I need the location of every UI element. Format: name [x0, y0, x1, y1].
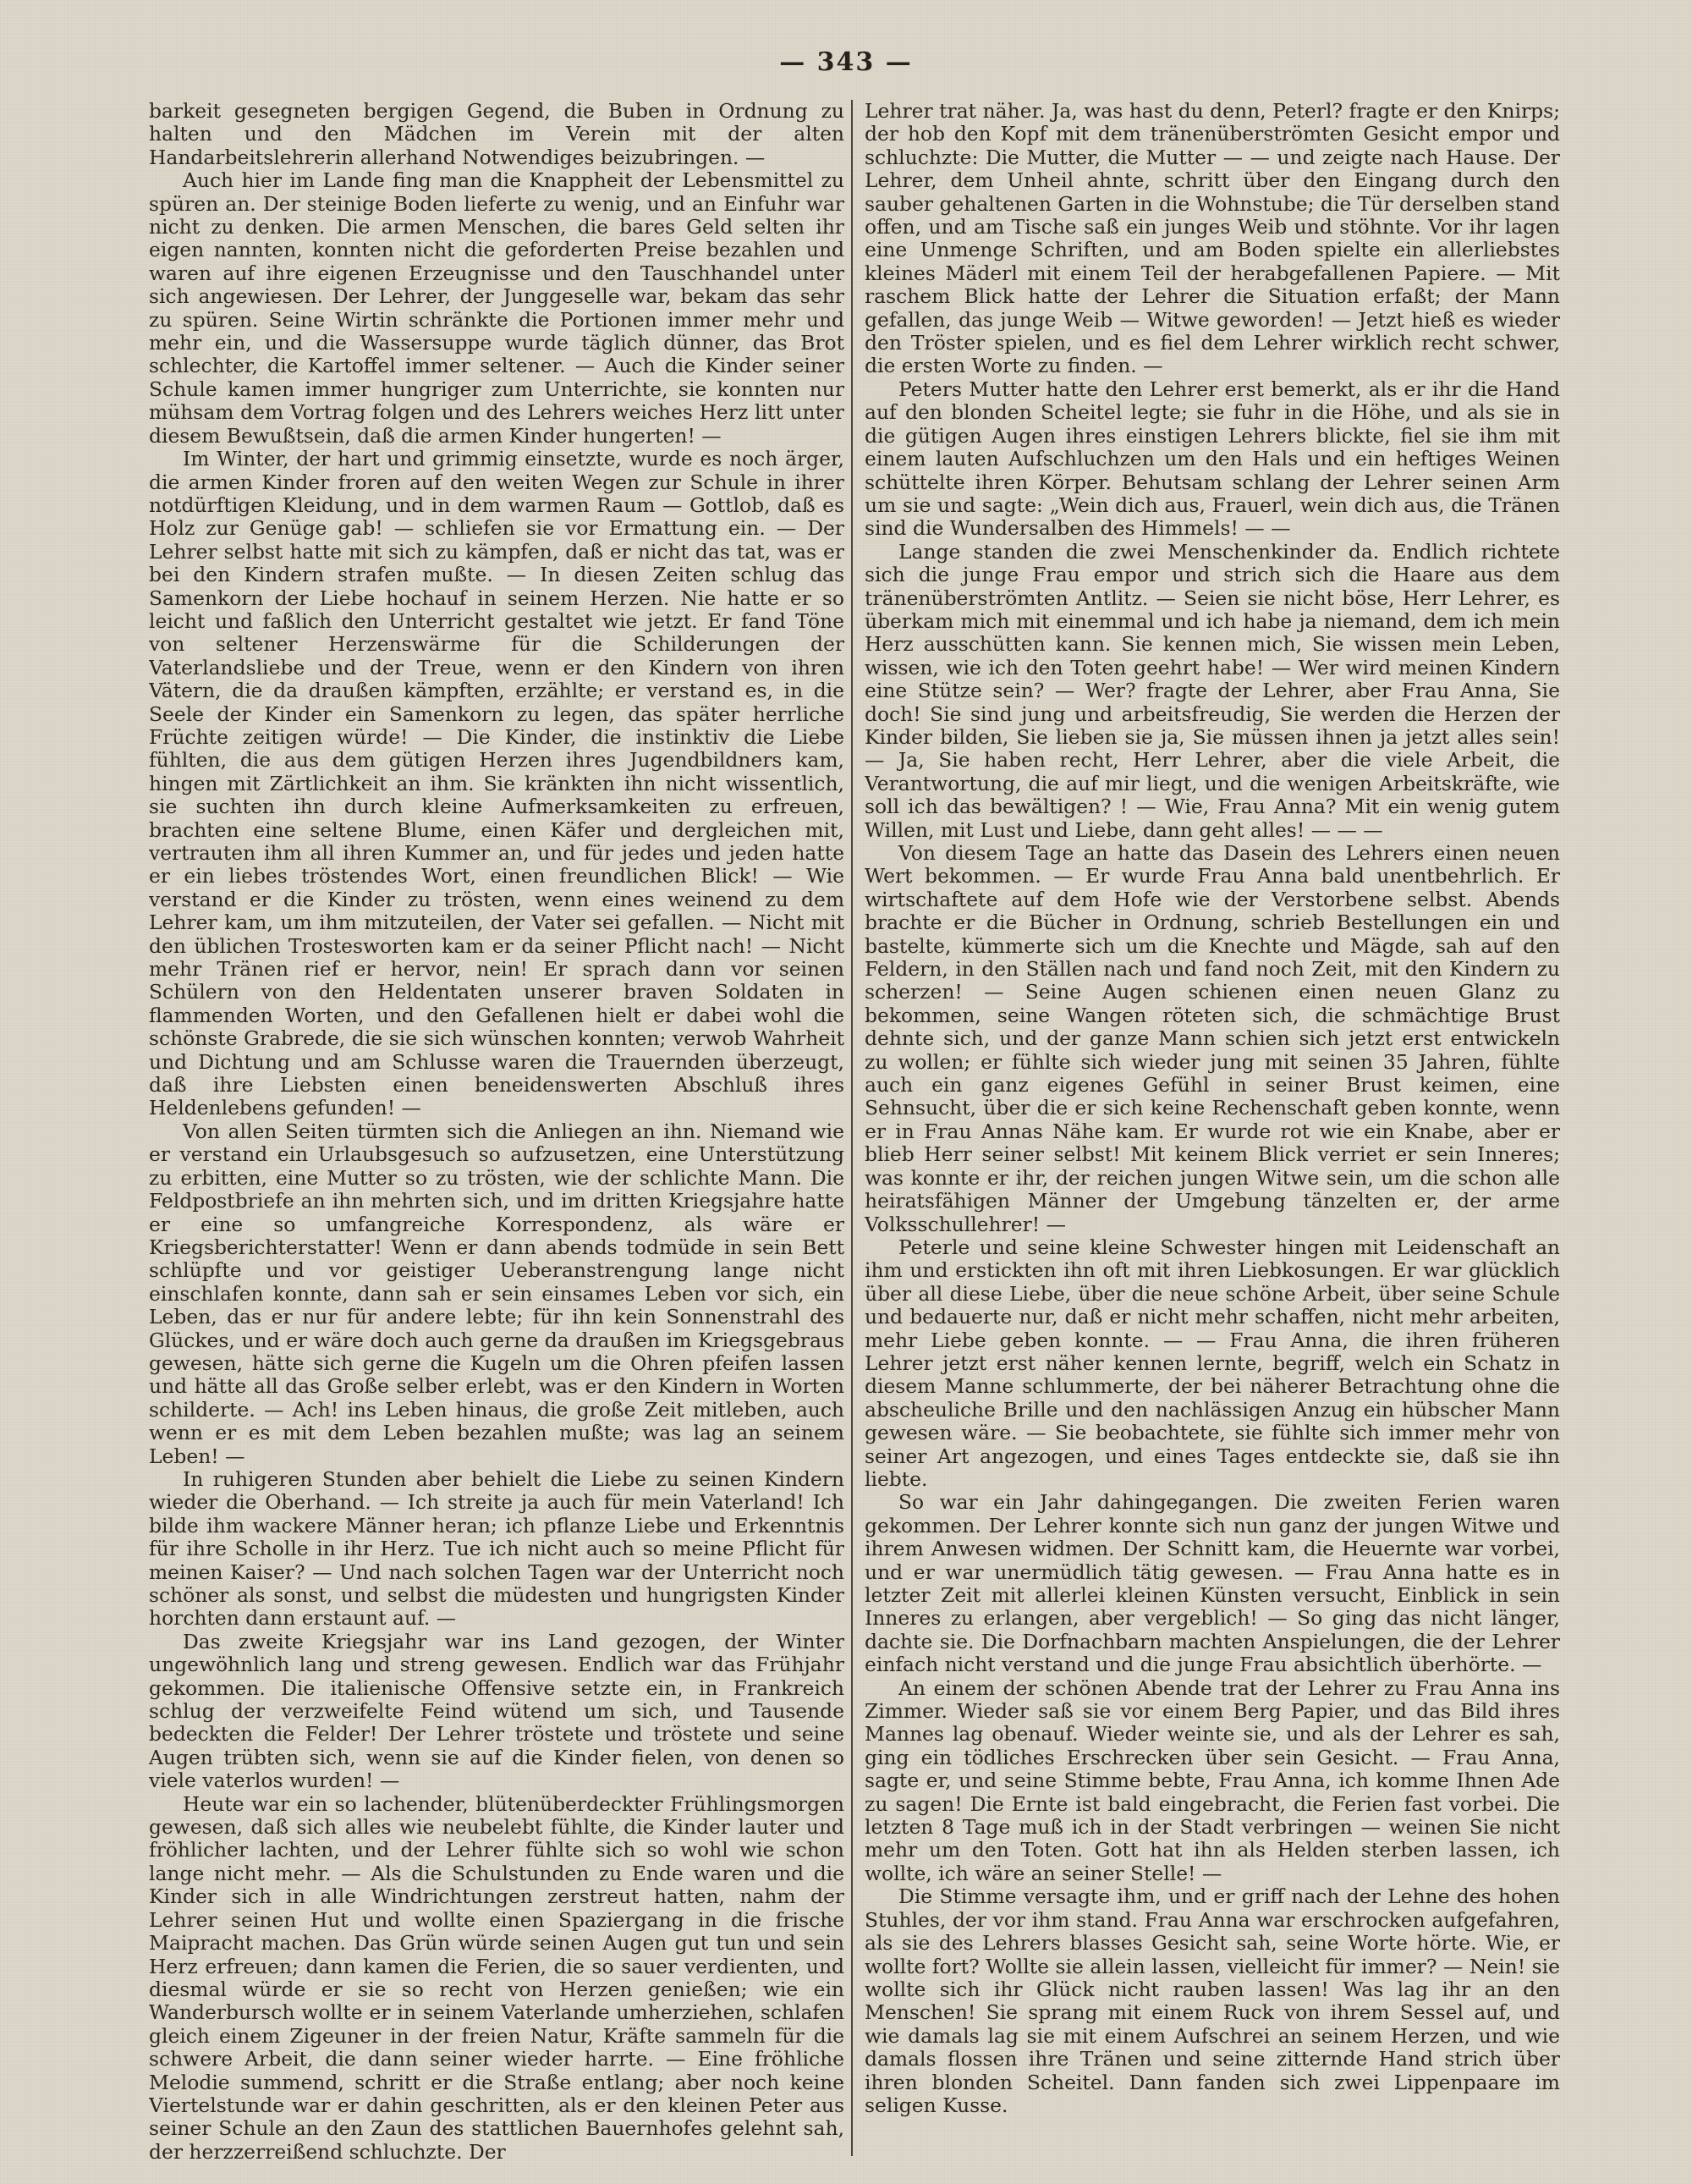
paragraph: In ruhigeren Stunden aber behielt die Liebe zu seinen Kindern wieder die Oberhand. — Ich streite ja auch für mein Vaterland! Ich bilde ihm wackere Männer heran; ich pflanze Liebe und Erkenntnis für ihre Scholle in ihr Herz. Tue ich nicht auch so meine Pflicht für meinen Kaiser? — Und nach solchen Tagen war der Unterricht noch schöner als sonst, und selbst die müdesten und hungrigsten Kinder horchten dann erstaunt auf. —: [149, 1466, 844, 1631]
right-column: [865, 100, 1560, 2165]
page-number: — 343 —: [779, 47, 913, 77]
paragraph: Peters Mutter hatte den Lehrer erst bemerkt, als er ihr die Hand auf den blonden Scheitel legte; sie fuhr in die Höhe, und als sie in die gütigen Augen ihres einstigen Lehrers blickte, fiel sie ihm mit einem lauten Aufschluchzen um den Hals und ein heftiges Weinen schüttelte ihren Körper. Behutsam schlang der Lehrer seinen Arm um sie und sagte: „Wein dich aus, Frauerl, wein dich aus, die Tränen sind die Wundersalben des Himmels! — —: [865, 377, 1560, 541]
paragraph: Lehrer trat näher. Ja, was hast du denn, Peterl? fragte er den Knirps; der hob den Kopf mit dem tränenüberströmten Gesicht empor und schluchzte: Die Mutter, die Mutter — — und zeigte nach Hause. Der Lehrer, dem Unheil ahnte, schritt über den Eingang durch den sauber gehaltenen Garten in die Wohnstube; die Tür derselben stand offen, und am Tische saß ein junges Weib und stöhnte. Vor ihr lagen eine Unmenge Schriften, und am Boden spielte ein allerliebstes kleines Mäderl mit einem Teil der herabgefallenen Papiere. — Mit raschem Blick hatte der Lehrer die Situation erfaßt; der Mann gefallen, das junge Weib — Witwe geworden! — Jetzt hieß es wieder den Tröster spielen, und es fiel dem Lehrer wirklich recht schwer, die ersten Worte zu finden. —: [865, 100, 1560, 378]
column-divider: [851, 100, 853, 2156]
paragraph: Lange standen die zwei Menschenkinder da. Endlich richtete sich die junge Frau empor und strich sich die Haare aus dem tränenüberströmten Antlitz. — Seien sie nicht böse, Herr Lehrer, es überkam mich mit einemmal und ich habe ja niemand, dem ich mein Herz ausschütten kann. Sie kennen mich, Sie wissen mein Leben, wissen, wie ich den Toten geehrt habe! — Wer wird meinen Kindern eine Stütze sein? — Wer? fragte der Lehrer, aber Frau Anna, Sie doch! Sie sind jung und arbeitsfreudig, Sie werden die Herzen der Kinder bilden, Sie lieben sie ja, Sie müssen ihnen ja jetzt alles sein! — Ja, Sie haben recht, Herr Lehrer, aber die viele Arbeit, die Verantwortung, die auf mir liegt, und die wenigen Arbeitskräfte, wie soll ich das bewältigen? ! — Wie, Frau Anna? Mit ein wenig gutem Willen, mit Lust und Liebe, dann geht alles! — — —: [865, 539, 1560, 842]
paragraph: So war ein Jahr dahingegangen. Die zweiten Ferien waren gekommen. Der Lehrer konnte sich nun ganz der jungen Witwe und ihrem Anwesen widmen. Der Schnitt kam, die Heuernte war vorbei, und er war unermüdlich tätig gewesen. — Frau Anna hatte es in letzter Zeit mit allerlei kleinen Künsten versucht, Einblick in sein Inneres zu erlangen, aber vergeblich! — So ging das nicht länger, dachte sie. Die Dorfnachbarn machten Anspielungen, die der Lehrer einfach nicht verstand und die junge Frau absichtlich überhörte. —: [865, 1490, 1560, 1677]
left-column: [149, 100, 844, 2165]
paragraph: Von diesem Tage an hatte das Dasein des Lehrers einen neuen Wert bekommen. — Er wurde Frau Anna bald unentbehrlich. Er wirtschaftete auf dem Hofe wie der Verstorbene selbst. Abends brachte er die Bücher in Ordnung, schrieb Bestellungen ein und bastelte, kümmerte sich um die Knechte und Mägde, sah auf den Feldern, in den Ställen nach und fand noch Zeit, mit den Kindern zu scherzen! — Seine Augen schienen einen neuen Glanz zu bekommen, seine Wangen röteten sich, die schmächtige Brust dehnte sich, und der ganze Mann schien sich jetzt erst entwickeln zu wollen; er fühlte sich wieder jung mit seinen 35 Jahren, fühlte auch ein ganz eigenes Gefühl in seiner Brust keimen, eine Sehnsucht, über die er sich keine Rechenschaft geben konnte, wenn er in Frau Annas Nähe kam. Er wurde rot wie ein Knabe, aber er blieb Herr seiner selbst! Mit keinem Blick verriet er sein Inneres; was konnte er ihr, der reichen jungen Witwe sein, um die schon alle heiratsfähigen Männer der Umgebung tänzelten er, der arme Volksschullehrer! —: [865, 841, 1560, 1236]
paragraph: Von allen Seiten türmten sich die Anliegen an ihn. Niemand wie er verstand ein Urlaubsgesuch so aufzusetzen, eine Unterstützung zu erbitten, eine Mutter so zu trösten, wie der schlichte Mann. Die Feldpostbriefe an ihn mehrten sich, und im dritten Kriegsjahre hatte er eine so umfangreiche Korrespondenz, als wäre er Kriegsberichterstatter! Wenn er dann abends todmüde in sein Bett schlüpfte und vor geistiger Ueberanstrengung lange nicht einschlafen konnte, dann sah er sein einsames Leben vor sich, ein Leben, das er nur für andere lebte; für ihn kein Sonnenstrahl des Glückes, und er wäre doch auch gerne da draußen im Kriegsgebraus gewesen, hätte sich gerne die Kugeln um die Ohren pfeifen lassen und hätte all das Große selber erlebt, was er den Kindern in Worten schilderte. — Ach! ins Leben hinaus, die große Zeit mitleben, auch wenn er es mit dem Leben bezahlen mußte; was lag an seinem Leben! —: [149, 1119, 844, 1468]
paragraph: Auch hier im Lande fing man die Knappheit der Lebensmittel zu spüren an. Der steinige Boden lieferte zu wenig, und an Einfuhr war nicht zu denken. Die armen Menschen, die bares Geld selten ihr eigen nannten, konnten nicht die geforderten Preise bezahlen und waren auf ihre eigenen Erzeugnisse und den Tauschhandel unter sich angewiesen. Der Lehrer, der Junggeselle war, bekam das sehr zu spüren. Seine Wirtin schränkte die Portionen immer mehr und mehr ein, und die Wassersuppe wurde täglich dünner, das Brot schlechter, die Kartoffel immer seltener. — Auch die Kinder seiner Schule kamen immer hungriger zum Unterrichte, sie konnten nur mühsam dem Vortrag folgen und des Lehrers weiches Herz litt unter diesem Bewußtsein, daß die armen Kinder hungerten! —: [149, 168, 844, 448]
paragraph: Das zweite Kriegsjahr war ins Land gezogen, der Winter ungewöhnlich lang und streng gewesen. Endlich war das Frühjahr gekommen. Die italienische Offensive setzte ein, in Frankreich schlug der verzweifelte Feind wütend um sich, und Tausende bedeckten die Felder! Der Lehrer tröstete und tröstete und seine Augen trübten sich, wenn sie auf die Kinder fielen, von denen so viele vaterlos wurden! —: [149, 1629, 844, 1793]
paragraph: barkeit gesegneten bergigen Gegend, die Buben in Ordnung zu halten und den Mädchen im Verein mit der alten Handarbeitslehrerin allerhand Notwendiges beizubringen. —: [149, 100, 844, 169]
paragraph: Im Winter, der hart und grimmig einsetzte, wurde es noch ärger, die armen Kinder froren auf den weiten Wegen zur Schule in ihrer notdürftigen Kleidung, und in dem warmen Raum — Gottlob, daß es Holz zur Genüge gab! — schliefen sie vor Ermattung ein. — Der Lehrer selbst hatte mit sich zu kämpfen, daß er nicht das tat, was er bei den Kindern strafen mußte. — In diesen Zeiten schlug das Samenkorn der Liebe hochauf in seinem Herzen. Nie hatte er so leicht und faßlich den Unterricht gestaltet wie jetzt. Er fand Töne von seltener Herzenswärme für die Schilderungen der Vaterlandsliebe und der Treue, wenn er den Kindern von ihren Vätern, die da draußen kämpften, erzählte; er verstand es, in die Seele der Kinder ein Samenkorn zu legen, das später herrliche Früchte zeitigen würde! — Die Kinder, die instinktiv die Liebe fühlten, die aus dem gütigen Herzen ihres Jugendbildners kam, hingen mit Zärtlichkeit an ihm. Sie kränkten ihn nicht wissentlich, sie suchten ihn durch kleine Aufmerksamkeiten zu erfreuen, brachten eine seltene Blume, einen Käfer und dergleichen mit, vertrauten ihm all ihren Kummer an, und für jedes und jeden hatte er ein liebes tröstendes Wort, einen freundlichen Blick! — Wie verstand er die Kinder zu trösten, wenn eines weinend zu dem Lehrer kam, um ihm mitzuteilen, der Vater sei gefallen. — Nicht mit den üblichen Trostesworten kam er da seiner Pflicht nach! — Nicht mehr Tränen rief er hervor, nein! Er sprach dann vor seinen Schülern von den Heldentaten unserer braven Soldaten in flammenden Worten, und den Gefallenen hielt er dabei wohl die schönste Grabrede, die sie sich wünschen konnten; verwob Wahrheit und Dichtung und am Schlusse waren die Trauernden überzeugt, daß ihre Liebsten einen beneidenswerten Abschluß ihres Heldenlebens gefunden! —: [149, 447, 844, 1120]
paragraph: An einem der schönen Abende trat der Lehrer zu Frau Anna ins Zimmer. Wieder saß sie vor einem Berg Papier, und das Bild ihres Mannes lag obenauf. Wieder weinte sie, und als der Lehrer es sah, ging ein tödliches Erschrecken über sein Gesicht. — Frau Anna, sagte er, und seine Stimme bebte, Frau Anna, ich komme Ihnen Ade zu sagen! Die Ernte ist bald eingebracht, die Ferien fast vorbei. Die letzten 8 Tage muß ich in der Stadt verbringen — weinen Sie nicht mehr um den Toten. Gott hat ihn als Helden sterben lassen, ich wollte, ich wäre an seiner Stelle! —: [865, 1675, 1560, 1885]
paragraph: Peterle und seine kleine Schwester hingen mit Leidenschaft an ihm und erstickten ihn oft mit ihren Liebkosungen. Er war glücklich über all diese Liebe, über die neue schöne Arbeit, über seine Schule und bedauerte nur, daß er nicht mehr schaffen, nicht mehr arbeiten, mehr Liebe geben konnte. — — Frau Anna, die ihren früheren Lehrer jetzt erst näher kennen lernte, begriff, welch ein Schatz in diesem Manne schlummerte, der bei näherer Betrachtung ohne die abscheuliche Brille und den nachlässigen Anzug ein hübscher Mann gewesen wäre. — Sie beobachtete, sie fühlte sich immer mehr von seiner Art angezogen, und eines Tages entdeckte sie, daß sie ihn liebte.: [865, 1235, 1560, 1491]
paragraph: Heute war ein so lachender, blütenüberdeckter Frühlingsmorgen gewesen, daß sich alles wie neubelebt fühlte, die Kinder lauter und fröhlicher lachten, und der Lehrer fühlte sich so wohl wie schon lange nicht mehr. — Als die Schulstunden zu Ende waren und die Kinder sich in alle Windrichtungen zerstreut hatten, nahm der Lehrer seinen Hut und wollte einen Spaziergang in die frische Maipracht machen. Das Grün würde seinen Augen gut tun und sein Herz erfreuen; dann kamen die Ferien, die so sauer verdienten, und diesmal würde er sie so recht von Herzen genießen; wie ein Wanderbursch wollte er in seinem Vaterlande umherziehen, schlafen gleich einem Zigeuner in der freien Natur, Kräfte sammeln für die schwere Arbeit, die dann seiner wieder harrte. — Eine fröhliche Melodie summend, schritt er die Straße entlang; aber noch keine Viertelstunde war er dahin geschritten, als er den kleinen Peter aus seiner Schule an den Zaun des stattlichen Bauernhofes gelehnt sah, der herzzerreißend schluchzte. Der: [149, 1791, 844, 2164]
paragraph: Die Stimme versagte ihm, und er griff nach der Lehne des hohen Stuhles, der vor ihm stand. Frau Anna war erschrocken aufgefahren, als sie des Lehrers blasses Gesicht sah, seine Worte hörte. Wie, er wollte fort? Wollte sie allein lassen, vielleicht für immer? — Nein! sie wollte sich ihr Glück nicht rauben lassen! Was lag ihr an den Menschen! Sie sprang mit einem Ruck von ihrem Sessel auf, und wie damals lag sie mit einem Aufschrei an seinem Herzen, und wie damals flossen ihre Tränen und seine zitternde Hand strich über ihren blonden Scheitel. Dann fanden sich zwei Lippenpaare im seligen Kusse.: [865, 1884, 1560, 2117]
